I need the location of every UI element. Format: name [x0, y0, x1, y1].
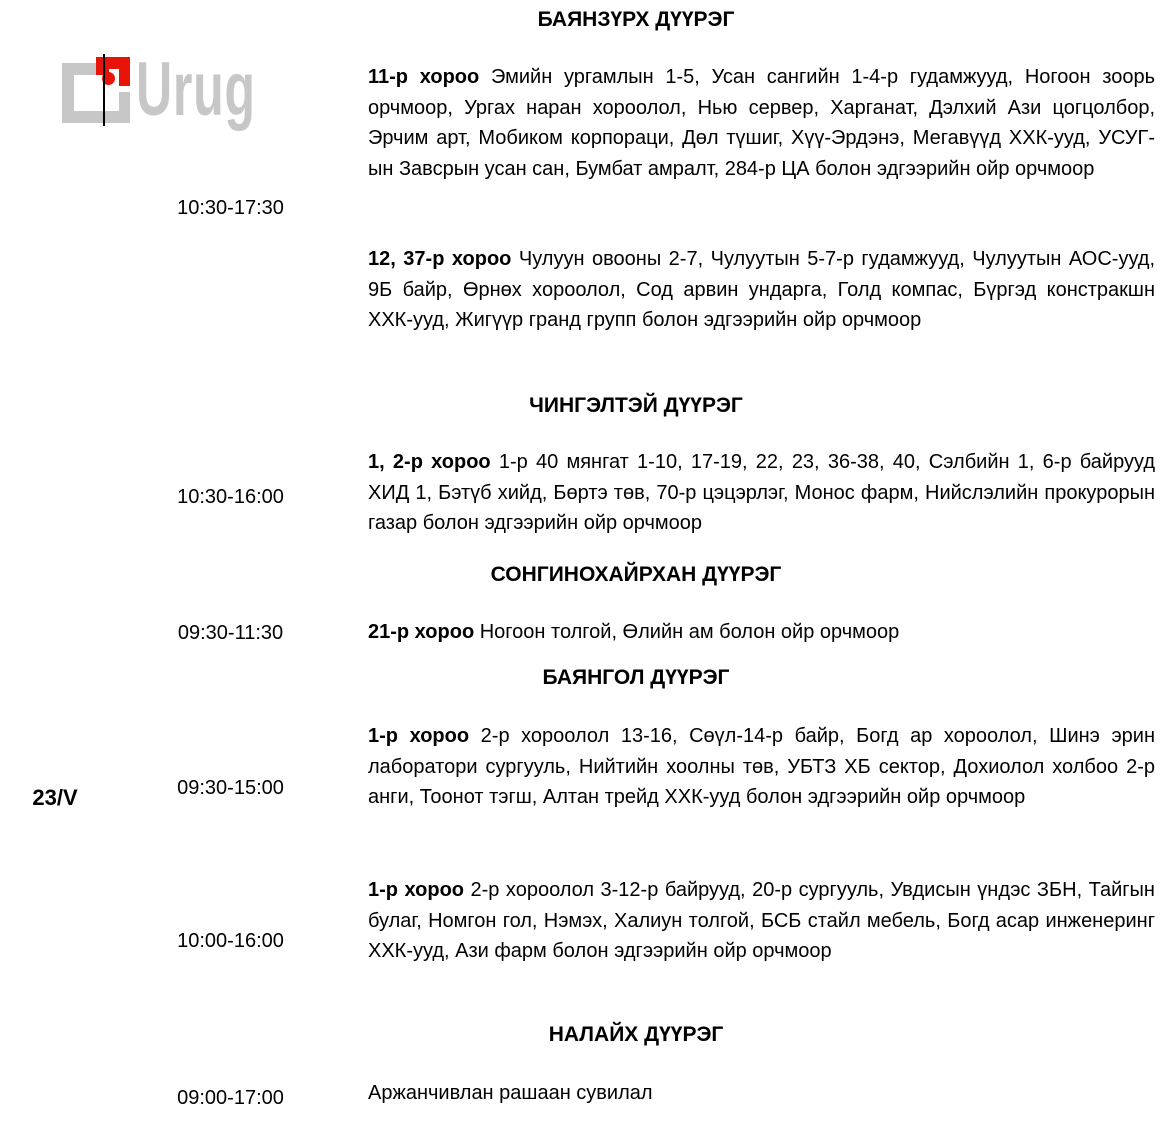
time-cell — [105, 437, 356, 557]
district-header-chingeltei: ЧИНГЭЛТЭЙ ДҮҮРЭГ — [529, 394, 743, 417]
khoroo-label: 11-р хороо — [368, 66, 480, 88]
khoroo-label: 21-р хороо — [368, 621, 475, 643]
time-range: 10:00-16:00 — [177, 929, 284, 952]
area-cell — [356, 865, 1167, 1017]
date-label: 23/V — [32, 785, 78, 810]
khoroo-label: 12, 37-р хороо — [368, 248, 512, 270]
time-cell — [105, 865, 356, 1017]
time-cell — [105, 607, 356, 660]
area-cell — [356, 437, 1167, 557]
area-text: Аржанчивлан рашаан сувилал — [368, 1082, 653, 1104]
area-text: Чулуун овооны 2-7, Чулуутын 5-7-р гудамжууд, Чулуутын АОС-ууд, 9Б байр, Өрнөх хороолол, Сод арвин ундарга, Голд компас, Бүргэд констракшн ХХК-ууд, Жигүүр гранд групп болон эдгээрийн ойр орчмоор — [368, 248, 1156, 331]
schedule-table — [5, 2, 1167, 1122]
time-range: 09:30-11:30 — [177, 622, 284, 644]
district-header-bayangol: БАЯНГОЛ ДҮҮРЭГ — [542, 666, 730, 689]
time-cell — [105, 1068, 356, 1122]
district-header-bayanzurkh: БАЯНЗҮРХ ДҮҮРЭГ — [537, 8, 735, 31]
area-text: Эмийн ургамлын 1-5, Усан сангийн 1-4-р гудамжууд, Ногоон зоорь орчмоор, Ургах наран хороолол, Нью сервер, Харганат, Дэлхий Ази цогцолбор, Эрчим арт, Мобиком корпораци, Дөл түшиг, Хүү-Эрдэнэ, Мегавүүд ХХК-ууд, УСУГ-ын Завсрын усан сан, Бумбат амралт, 284-р ЦА болон эдгээрийн ойр орчмоор — [368, 66, 1155, 180]
khoroo-label: 1-р хороо — [368, 725, 470, 747]
time-range: 09:00-17:00 — [177, 1086, 284, 1109]
area-cell — [356, 233, 1167, 388]
area-cell — [356, 711, 1167, 865]
date-cell — [5, 2, 105, 1122]
khoroo-label: 1, 2-р хороо — [368, 451, 491, 473]
time-cell — [105, 711, 356, 865]
time-range: 10:30-16:00 — [177, 485, 284, 508]
area-text: 1-р 40 мянгат 1-10, 17-19, 22, 23, 36-38, 40, Сэлбийн 1, 6-р байрууд ХИД 1, Бэтүб хийд, Бөртэ төв, 70-р цэцэрлэг, Монос фарм, Нийслэлийн прокурорын газар болон эдгээрийн ойр орчмоор — [368, 451, 1155, 534]
time-range: 09:30-15:00 — [177, 776, 284, 799]
area-text: Ногоон толгой, Өлийн ам болон ойр орчмоор — [479, 621, 900, 643]
area-text: 2-р хороолол 3-12-р байрууд, 20-р сургууль, Увдисын үндэс ЗБН, Тайгын булаг, Номгон гол, Нэмэх, Халиун толгой, БСБ стайл мебель, Богд асар инженеринг ХХК-ууд, Ази фарм болон эдгээрийн ойр орчмоор — [368, 879, 1155, 962]
district-header-songinokhairkhan: СОНГИНОХАЙРХАН ДҮҮРЭГ — [490, 563, 782, 586]
area-cell — [356, 1068, 1167, 1122]
time-cell — [105, 47, 356, 388]
table-gridline-over-logo — [103, 54, 105, 126]
district-header-nalaikh: НАЛАЙХ ДҮҮРЭГ — [548, 1023, 724, 1046]
urug-logo-text: Urug — [136, 47, 256, 132]
time-range: 10:30-17:30 — [177, 196, 284, 219]
area-text: 2-р хороолол 13-16, Сөүл-14-р байр, Богд ар хороолол, Шинэ эрин лаборатори сургууль, Нийтийн хоолны төв, УБТЗ ХБ сектор, Дохиолол холбоо 2-р анги, Тоонот тэгш, Алтан трейд ХХК-ууд болон эдгээрийн ойр орчмоор — [368, 725, 1155, 808]
khoroo-label: 1-р хороо — [368, 879, 464, 901]
area-cell — [356, 52, 1167, 233]
area-cell — [356, 607, 1167, 660]
